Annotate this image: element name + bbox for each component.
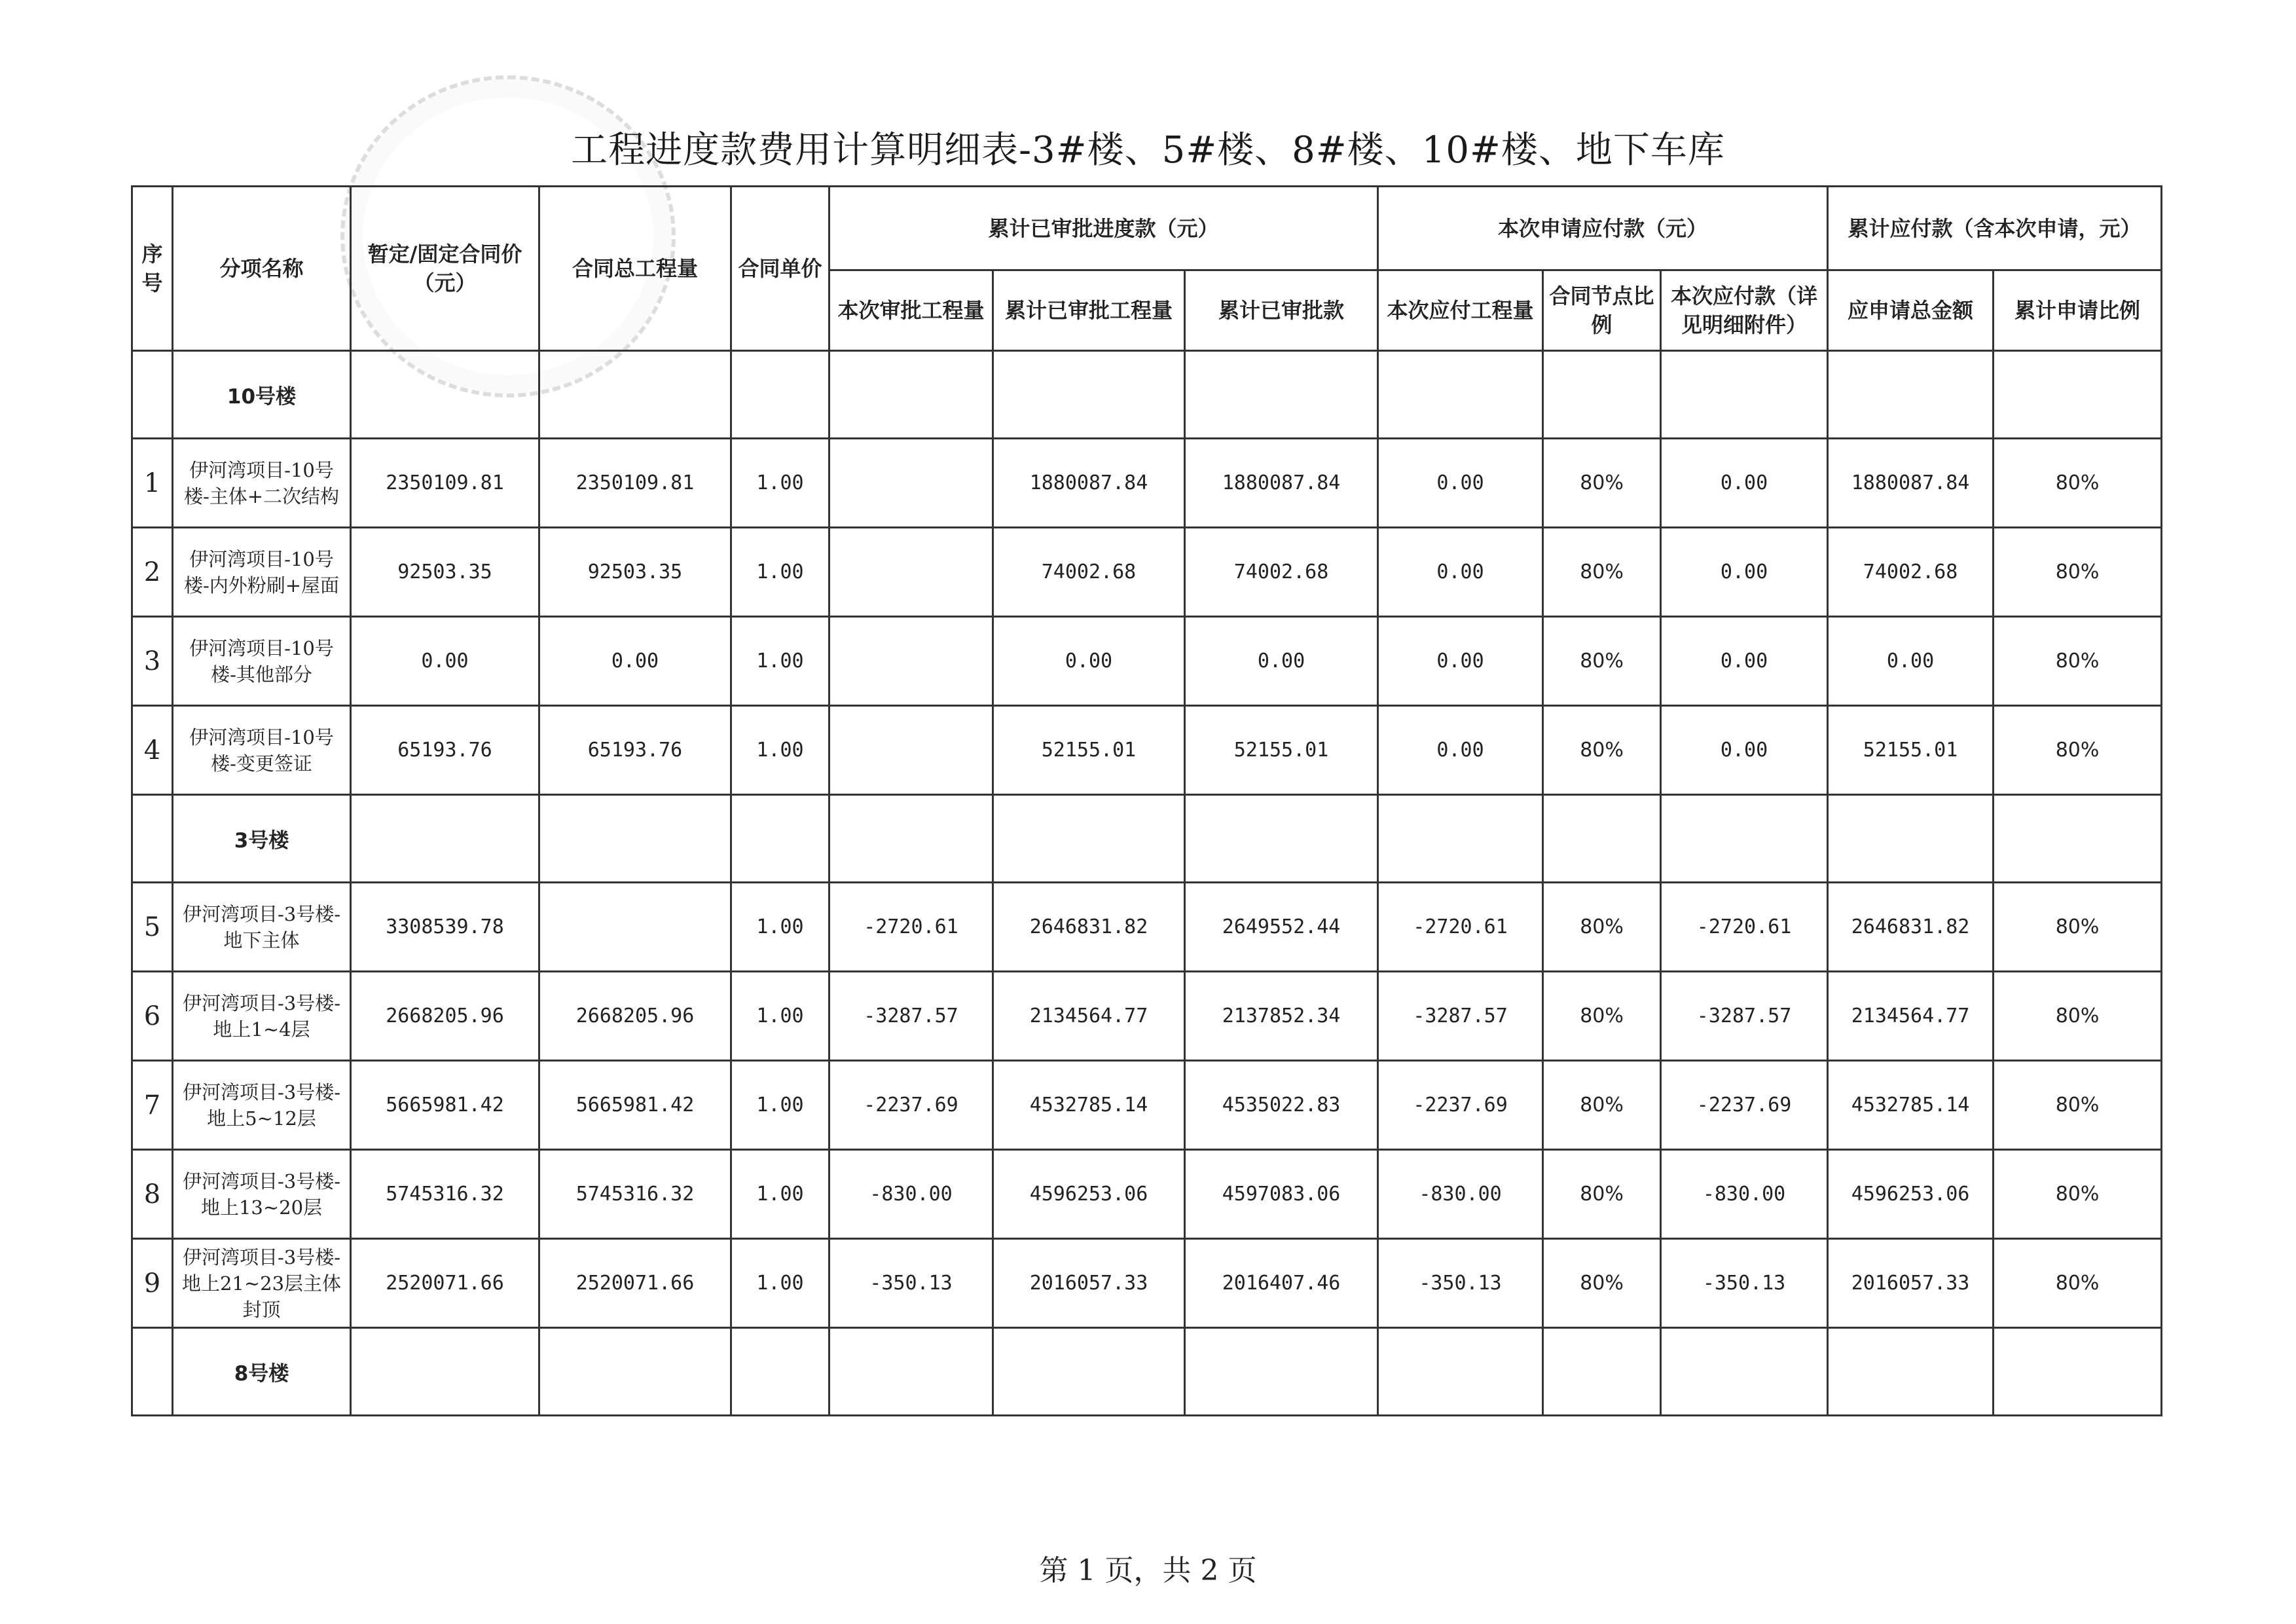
cell-node-ratio: 80% — [1543, 1150, 1661, 1239]
cell-name: 伊河湾项目-3号楼-地上1~4层 — [173, 972, 351, 1061]
cell-cur-pay-qty: -350.13 — [1378, 1239, 1543, 1328]
section-empty-cell — [1661, 351, 1828, 439]
section-label: 3号楼 — [173, 795, 351, 883]
section-label: 10号楼 — [173, 351, 351, 439]
section-empty-cell — [1994, 1328, 2162, 1416]
section-empty-cell — [731, 795, 829, 883]
cell-cur-pay-qty: 0.00 — [1378, 439, 1543, 528]
cell-unit-price: 1.00 — [731, 439, 829, 528]
cell-cum-qty: 4532785.14 — [993, 1061, 1185, 1150]
cell-total-qty: 2520071.66 — [539, 1239, 731, 1328]
table-row — [132, 1061, 2162, 1150]
section-empty-cell — [829, 795, 993, 883]
cell-cur-pay: -3287.57 — [1661, 972, 1828, 1061]
page-title: 工程进度款费用计算明细表-3#楼、5#楼、8#楼、10#楼、地下车库 — [571, 129, 1725, 172]
section-empty-cell — [1994, 795, 2162, 883]
cell-name: 伊河湾项目-3号楼-地上21~23层主体封顶 — [173, 1239, 351, 1328]
cell-node-ratio: 80% — [1543, 1061, 1661, 1150]
cell-cur-pay: 0.00 — [1661, 439, 1828, 528]
cell-cum-qty: 2134564.77 — [993, 972, 1185, 1061]
section-empty-cell — [539, 795, 731, 883]
cell-total-qty: 2350109.81 — [539, 439, 731, 528]
section-empty-cell — [1994, 351, 2162, 439]
cell-cur-qty: -2237.69 — [829, 1061, 993, 1150]
cell-unit-price: 1.00 — [731, 617, 829, 706]
cell-seq: 3 — [132, 617, 173, 706]
cell-cum-qty: 4596253.06 — [993, 1150, 1185, 1239]
cell-cur-pay-qty: 0.00 — [1378, 706, 1543, 795]
cell-name: 伊河湾项目-10号楼-其他部分 — [173, 617, 351, 706]
section-empty-cell — [829, 351, 993, 439]
section-empty-cell — [1378, 795, 1543, 883]
table-row — [132, 1150, 2162, 1239]
cell-total-qty: 0.00 — [539, 617, 731, 706]
cell-name: 伊河湾项目-10号楼-变更签证 — [173, 706, 351, 795]
page-number: 第 1 页，共 2 页 — [1039, 1554, 1257, 1587]
cell-contract-price: 3308539.78 — [351, 883, 539, 972]
header-cum-approved-group: 累计已审批进度款（元） — [829, 187, 1378, 270]
cell-cum-amount: 2016407.46 — [1185, 1239, 1378, 1328]
cell-cum-qty: 2016057.33 — [993, 1239, 1185, 1328]
section-empty-cell — [1661, 1328, 1828, 1416]
cell-cur-pay: -830.00 — [1661, 1150, 1828, 1239]
section-empty-cell — [993, 1328, 1185, 1416]
section-seq-cell — [132, 351, 173, 439]
cell-name: 伊河湾项目-3号楼-地下主体 — [173, 883, 351, 972]
cell-cur-qty: -3287.57 — [829, 972, 993, 1061]
header-cum-ratio: 累计申请比例 — [1994, 270, 2162, 351]
cell-cur-qty — [829, 528, 993, 617]
cell-cur-qty: -350.13 — [829, 1239, 993, 1328]
cell-apply-total: 4532785.14 — [1828, 1061, 1994, 1150]
cell-cum-amount: 2137852.34 — [1185, 972, 1378, 1061]
cell-cum-ratio: 80% — [1994, 883, 2162, 972]
cell-unit-price: 1.00 — [731, 1061, 829, 1150]
cell-node-ratio: 80% — [1543, 972, 1661, 1061]
cell-cur-pay: -2720.61 — [1661, 883, 1828, 972]
cell-total-qty — [539, 883, 731, 972]
cell-seq: 7 — [132, 1061, 173, 1150]
cell-cum-ratio: 80% — [1994, 439, 2162, 528]
section-empty-cell — [1185, 795, 1378, 883]
cell-cur-qty — [829, 617, 993, 706]
cell-unit-price: 1.00 — [731, 528, 829, 617]
cell-cum-ratio: 80% — [1994, 1239, 2162, 1328]
cell-seq: 4 — [132, 706, 173, 795]
section-label: 8号楼 — [173, 1328, 351, 1416]
cell-cur-pay: 0.00 — [1661, 706, 1828, 795]
cell-cum-ratio: 80% — [1994, 1150, 2162, 1239]
cell-seq: 6 — [132, 972, 173, 1061]
section-seq-cell — [132, 1328, 173, 1416]
section-seq-cell — [132, 795, 173, 883]
section-empty-cell — [351, 795, 539, 883]
header-node-ratio: 合同节点比例 — [1543, 270, 1661, 351]
header-cur-pay-qty: 本次应付工程量 — [1378, 270, 1543, 351]
cell-contract-price: 2520071.66 — [351, 1239, 539, 1328]
cell-cum-amount: 4597083.06 — [1185, 1150, 1378, 1239]
table-row — [132, 528, 2162, 617]
cell-contract-price: 5745316.32 — [351, 1150, 539, 1239]
cell-cum-qty: 52155.01 — [993, 706, 1185, 795]
cell-cum-amount: 4535022.83 — [1185, 1061, 1378, 1150]
cell-node-ratio: 80% — [1543, 528, 1661, 617]
cell-total-qty: 92503.35 — [539, 528, 731, 617]
cell-cum-amount: 1880087.84 — [1185, 439, 1378, 528]
cell-cur-qty: -830.00 — [829, 1150, 993, 1239]
header-cur-qty: 本次审批工程量 — [829, 270, 993, 351]
progress-payment-table — [131, 185, 2162, 1416]
cell-apply-total: 52155.01 — [1828, 706, 1994, 795]
cell-contract-price: 5665981.42 — [351, 1061, 539, 1150]
section-empty-cell — [1378, 351, 1543, 439]
cell-apply-total: 74002.68 — [1828, 528, 1994, 617]
table-row — [132, 1239, 2162, 1328]
section-empty-cell — [351, 1328, 539, 1416]
cell-cum-amount: 52155.01 — [1185, 706, 1378, 795]
section-empty-cell — [1185, 1328, 1378, 1416]
section-empty-cell — [539, 1328, 731, 1416]
cell-cum-ratio: 80% — [1994, 528, 2162, 617]
cell-contract-price: 92503.35 — [351, 528, 539, 617]
section-empty-cell — [351, 351, 539, 439]
table-row — [132, 883, 2162, 972]
cell-cur-pay-qty: -3287.57 — [1378, 972, 1543, 1061]
cell-cum-amount: 2649552.44 — [1185, 883, 1378, 972]
cell-apply-total: 2134564.77 — [1828, 972, 1994, 1061]
section-empty-cell — [1543, 1328, 1661, 1416]
cell-contract-price: 65193.76 — [351, 706, 539, 795]
cell-unit-price: 1.00 — [731, 883, 829, 972]
cell-seq: 1 — [132, 439, 173, 528]
cell-node-ratio: 80% — [1543, 1239, 1661, 1328]
cell-seq: 5 — [132, 883, 173, 972]
cell-cur-qty — [829, 706, 993, 795]
section-empty-cell — [731, 1328, 829, 1416]
cell-cur-pay: -350.13 — [1661, 1239, 1828, 1328]
cell-unit-price: 1.00 — [731, 1239, 829, 1328]
cell-cur-pay: 0.00 — [1661, 617, 1828, 706]
cell-cur-pay-qty: -2237.69 — [1378, 1061, 1543, 1150]
section-empty-cell — [1185, 351, 1378, 439]
cell-cum-qty: 1880087.84 — [993, 439, 1185, 528]
cell-apply-total: 0.00 — [1828, 617, 1994, 706]
section-empty-cell — [1378, 1328, 1543, 1416]
cell-total-qty: 5665981.42 — [539, 1061, 731, 1150]
cell-seq: 2 — [132, 528, 173, 617]
cell-cum-ratio: 80% — [1994, 617, 2162, 706]
section-empty-cell — [731, 351, 829, 439]
table-row — [132, 972, 2162, 1061]
cell-cur-pay-qty: -2720.61 — [1378, 883, 1543, 972]
header-cur-apply-group: 本次申请应付款（元） — [1378, 187, 1828, 270]
section-empty-cell — [993, 351, 1185, 439]
cell-unit-price: 1.00 — [731, 706, 829, 795]
cell-cur-pay-qty: 0.00 — [1378, 617, 1543, 706]
section-empty-cell — [1543, 351, 1661, 439]
cell-unit-price: 1.00 — [731, 1150, 829, 1239]
table-row — [132, 706, 2162, 795]
cell-cur-pay: 0.00 — [1661, 528, 1828, 617]
header-cum-amount: 累计已审批款 — [1185, 270, 1378, 351]
cell-contract-price: 0.00 — [351, 617, 539, 706]
section-empty-cell — [1828, 1328, 1994, 1416]
cell-node-ratio: 80% — [1543, 617, 1661, 706]
cell-apply-total: 4596253.06 — [1828, 1150, 1994, 1239]
section-row — [132, 795, 2162, 883]
section-empty-cell — [1543, 795, 1661, 883]
cell-cur-qty — [829, 439, 993, 528]
header-cum-pay-group: 累计应付款（含本次申请，元） — [1828, 187, 2162, 270]
header-cum-qty: 累计已审批工程量 — [993, 270, 1185, 351]
cell-name: 伊河湾项目-10号楼-内外粉刷+屋面 — [173, 528, 351, 617]
cell-node-ratio: 80% — [1543, 883, 1661, 972]
section-empty-cell — [1828, 795, 1994, 883]
cell-cum-amount: 74002.68 — [1185, 528, 1378, 617]
section-empty-cell — [1661, 795, 1828, 883]
cell-cur-qty: -2720.61 — [829, 883, 993, 972]
table-row — [132, 617, 2162, 706]
cell-cur-pay-qty: 0.00 — [1378, 528, 1543, 617]
cell-node-ratio: 80% — [1543, 439, 1661, 528]
header-cur-pay: 本次应付款（详见明细附件） — [1661, 270, 1828, 351]
cell-total-qty: 5745316.32 — [539, 1150, 731, 1239]
cell-cum-qty: 2646831.82 — [993, 883, 1185, 972]
section-empty-cell — [539, 351, 731, 439]
cell-seq: 9 — [132, 1239, 173, 1328]
cell-cum-ratio: 80% — [1994, 706, 2162, 795]
table-body — [132, 351, 2162, 1416]
cell-cum-qty: 74002.68 — [993, 528, 1185, 617]
section-empty-cell — [829, 1328, 993, 1416]
cell-cur-pay: -2237.69 — [1661, 1061, 1828, 1150]
cell-cur-pay-qty: -830.00 — [1378, 1150, 1543, 1239]
cell-total-qty: 65193.76 — [539, 706, 731, 795]
header-seq: 序号 — [132, 187, 173, 351]
cell-unit-price: 1.00 — [731, 972, 829, 1061]
section-empty-cell — [993, 795, 1185, 883]
cell-seq: 8 — [132, 1150, 173, 1239]
header-unit-price: 合同单价 — [731, 187, 829, 351]
cell-contract-price: 2668205.96 — [351, 972, 539, 1061]
cell-apply-total: 2646831.82 — [1828, 883, 1994, 972]
cell-cum-ratio: 80% — [1994, 1061, 2162, 1150]
header-total-qty: 合同总工程量 — [539, 187, 731, 351]
header-contract-price: 暂定/固定合同价（元） — [351, 187, 539, 351]
cell-contract-price: 2350109.81 — [351, 439, 539, 528]
section-row — [132, 351, 2162, 439]
header-apply-total: 应申请总金额 — [1828, 270, 1994, 351]
cell-cum-ratio: 80% — [1994, 972, 2162, 1061]
cell-total-qty: 2668205.96 — [539, 972, 731, 1061]
cell-cum-qty: 0.00 — [993, 617, 1185, 706]
header-name: 分项名称 — [173, 187, 351, 351]
section-empty-cell — [1828, 351, 1994, 439]
cell-apply-total: 1880087.84 — [1828, 439, 1994, 528]
cell-apply-total: 2016057.33 — [1828, 1239, 1994, 1328]
cell-name: 伊河湾项目-3号楼-地上5~12层 — [173, 1061, 351, 1150]
table-row — [132, 439, 2162, 528]
section-row — [132, 1328, 2162, 1416]
cell-cum-amount: 0.00 — [1185, 617, 1378, 706]
cell-name: 伊河湾项目-3号楼-地上13~20层 — [173, 1150, 351, 1239]
cell-node-ratio: 80% — [1543, 706, 1661, 795]
cell-name: 伊河湾项目-10号楼-主体+二次结构 — [173, 439, 351, 528]
